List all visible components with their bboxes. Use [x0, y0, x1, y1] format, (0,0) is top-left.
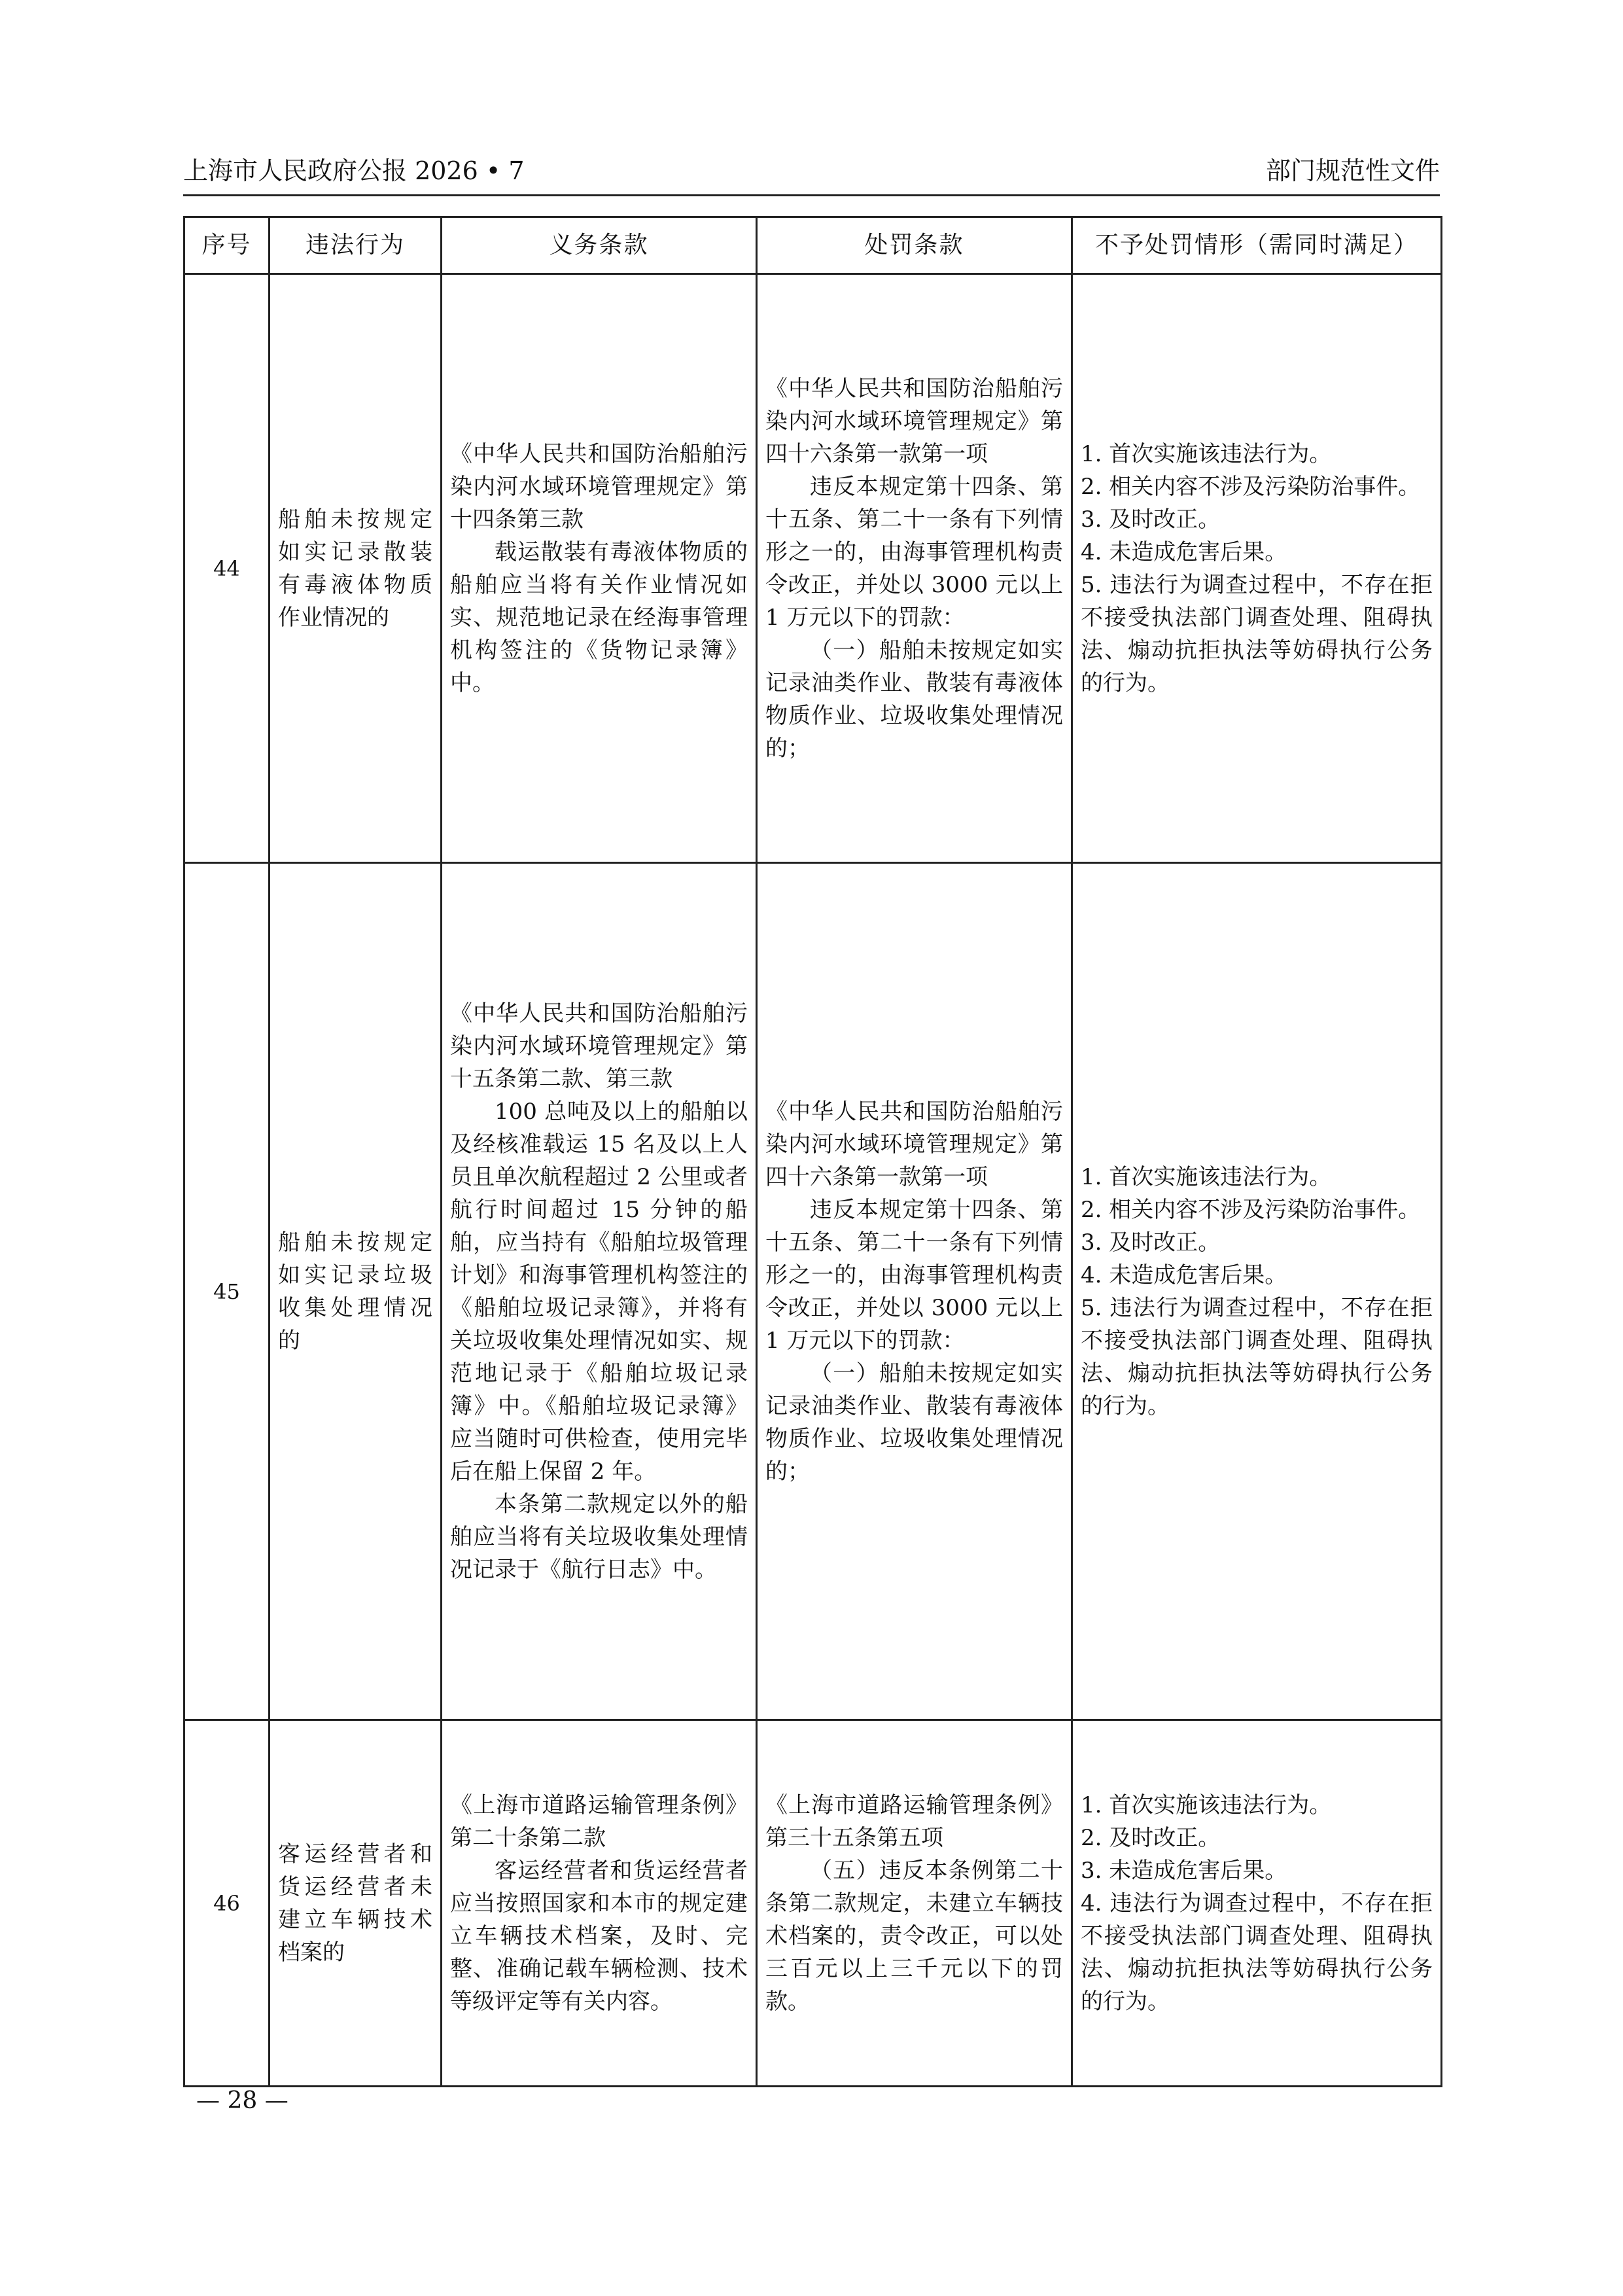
row-number: 44: [184, 274, 270, 863]
duty-clause-cell: [442, 1720, 757, 2087]
exemption-cell: [1072, 274, 1442, 863]
clause-source: 《中华人民共和国防治船舶污染内河水域环境管理规定》第十五条第二款、第三款: [450, 1000, 748, 1092]
clause-source: 《上海市道路运输管理条例》第三十五条第五项: [765, 1792, 1063, 1851]
table-header-row: [184, 217, 1442, 274]
col-header-act: 违法行为: [270, 217, 442, 274]
exemption-item: 2. 相关内容不涉及污染防治事件。: [1081, 473, 1421, 500]
violation-cell: 船舶未按规定如实记录垃圾收集处理情况的: [270, 863, 442, 1720]
table-row: [184, 1720, 1442, 2087]
exemption-cell: [1072, 863, 1442, 1720]
violation-cell: 船舶未按规定如实记录散装有毒液体物质作业情况的: [270, 274, 442, 863]
exemption-item: 4. 未造成危害后果。: [1081, 1262, 1287, 1288]
duty-clause-cell: [442, 274, 757, 863]
clause-source: 《中华人民共和国防治船舶污染内河水域环境管理规定》第十四条第三款: [450, 440, 748, 533]
col-header-penalty: 处罚条款: [757, 217, 1072, 274]
regulation-table: [183, 216, 1442, 2087]
table-row: [184, 274, 1442, 863]
exemption-cell: [1072, 1720, 1442, 2087]
exemption-item: 1. 首次实施该违法行为。: [1081, 1792, 1332, 1818]
exemption-item: 1. 首次实施该违法行为。: [1081, 1163, 1332, 1190]
exemption-item: 2. 及时改正。: [1081, 1824, 1221, 1851]
row-number: 46: [184, 1720, 270, 2087]
clause-text: 客运经营者和货运经营者应当按照国家和本市的规定建立车辆技术档案，及时、完整、准确记载车辆检测、技术等级评定等有关内容。: [450, 1857, 748, 2015]
section-title: 部门规范性文件: [1265, 156, 1440, 185]
exemption-item: 1. 首次实施该违法行为。: [1081, 440, 1332, 467]
clause-text: 违反本规定第十四条、第十五条、第二十一条有下列情形之一的，由海事管理机构责令改正，并处以 3000 元以上 1 万元以下的罚款：: [765, 1196, 1063, 1354]
duty-clause-cell: [442, 863, 757, 1720]
clause-text: 100 总吨及以上的船舶以及经核准载运 15 名及以上人员且单次航程超过 2 公里或者航行时间超过 15 分钟的船舶，应当持有《船舶垃圾管理计划》和海事管理机构签注的《船舶垃圾记录簿》，并将有关垃圾收集处理情况如实、规范地记录于《船舶垃圾记录簿》中。《船舶垃圾记录簿》应当随时可供检查，使用完毕后在船上保留 2 年。: [450, 1098, 748, 1485]
col-header-exempt: 不予处罚情形（需同时满足）: [1072, 217, 1442, 274]
exemption-item: 3. 未造成危害后果。: [1081, 1857, 1287, 1884]
row-number: 45: [184, 863, 270, 1720]
clause-item: （五）违反本条例第二十条第二款规定，未建立车辆技术档案的，责令改正，可以处三百元以上三千元以下的罚款。: [765, 1857, 1063, 2015]
penalty-clause-cell: [757, 274, 1072, 863]
penalty-clause-cell: [757, 1720, 1072, 2087]
clause-text: 载运散装有毒液体物质的船舶应当将有关作业情况如实、规范地记录在经海事管理机构签注的《货物记录簿》中。: [450, 539, 748, 696]
exemption-item: 3. 及时改正。: [1081, 1229, 1221, 1256]
exemption-item: 5. 违法行为调查过程中，不存在拒不接受执法部门调查处理、阻碍执法、煽动抗拒执法等妨碍执行公务的行为。: [1081, 1294, 1433, 1419]
clause-text: 违反本规定第十四条、第十五条、第二十一条有下列情形之一的，由海事管理机构责令改正，并处以 3000 元以上 1 万元以下的罚款：: [765, 473, 1063, 631]
exemption-item: 3. 及时改正。: [1081, 506, 1221, 533]
clause-source: 《中华人民共和国防治船舶污染内河水域环境管理规定》第四十六条第一款第一项: [765, 375, 1063, 467]
clause-source: 《上海市道路运输管理条例》第二十条第二款: [450, 1792, 748, 1851]
clause-item: （一）船舶未按规定如实记录油类作业、散装有毒液体物质作业、垃圾收集处理情况的；: [765, 1360, 1063, 1485]
page-number: — 28 —: [196, 2087, 288, 2114]
table-row: [184, 863, 1442, 1720]
exemption-item: 4. 违法行为调查过程中，不存在拒不接受执法部门调查处理、阻碍执法、煽动抗拒执法等妨碍执行公务的行为。: [1081, 1890, 1433, 2015]
page-header: [183, 134, 1440, 196]
col-header-duty: 义务条款: [442, 217, 757, 274]
clause-text: 本条第二款规定以外的船舶应当将有关垃圾收集处理情况记录于《航行日志》中。: [450, 1491, 748, 1583]
penalty-clause-cell: [757, 863, 1072, 1720]
exemption-item: 4. 未造成危害后果。: [1081, 539, 1287, 565]
bulletin-title: 上海市人民政府公报 2026 • 7: [183, 156, 525, 185]
exemption-item: 2. 相关内容不涉及污染防治事件。: [1081, 1196, 1421, 1223]
exemption-item: 5. 违法行为调查过程中，不存在拒不接受执法部门调查处理、阻碍执法、煽动抗拒执法等妨碍执行公务的行为。: [1081, 571, 1433, 696]
col-header-num: 序号: [184, 217, 270, 274]
clause-source: 《中华人民共和国防治船舶污染内河水域环境管理规定》第四十六条第一款第一项: [765, 1098, 1063, 1190]
violation-cell: 客运经营者和货运经营者未建立车辆技术档案的: [270, 1720, 442, 2087]
clause-item: （一）船舶未按规定如实记录油类作业、散装有毒液体物质作业、垃圾收集处理情况的；: [765, 637, 1063, 762]
